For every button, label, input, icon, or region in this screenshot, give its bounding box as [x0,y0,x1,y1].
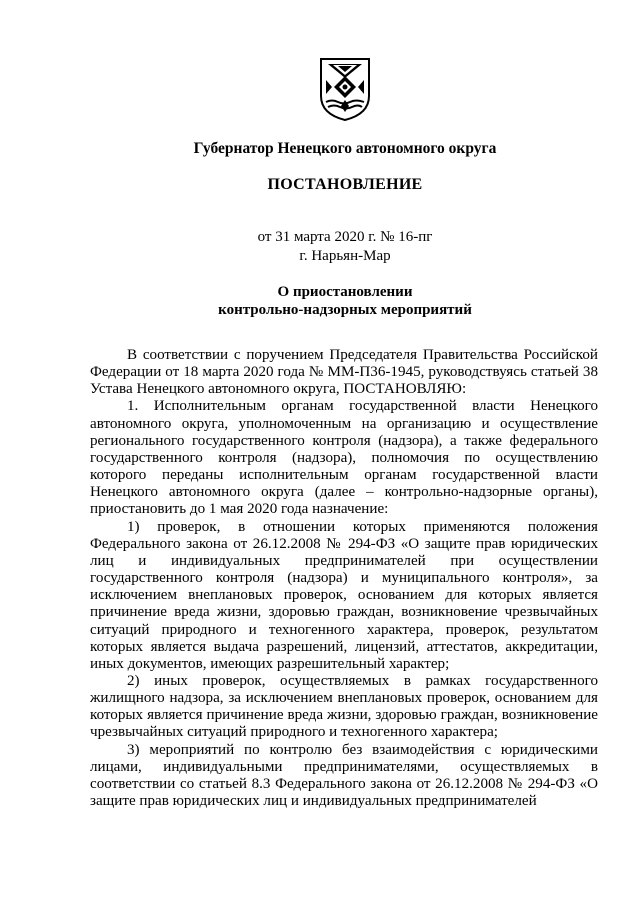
subitem-3-paragraph: 3) мероприятий по контролю без взаимодействия с юридическими лицами, индивидуальными предпринимателями, осуществляемых в соответствии со статьей 8.3 Федерального закона от 26.12.2008 № 294-ФЗ «О защите прав юридических лиц и индивидуальных предпринимателей [90,741,598,810]
document-place: г. Нарьян-Мар [299,248,391,264]
subitem-1-paragraph: 1) проверок, в отношении которых применяются положения Федерального закона от 26.12.2008 № 294-ФЗ «О защите прав юридических лиц и индивидуальных предпринимателей при осуществлении государственного контроля (надзора) и муниципального контроля», за исключением внеплановых проверок, основанием для которых является причинение вреда жизни, здоровью граждан, возникновение чрезвычайных ситуаций природного и техногенного характера, проверок, результатом которых является выдача разрешений, лицензий, аттестатов, аккредитации, иных документов, имеющих разрешительный характер; [90,518,598,672]
document-subject-line2: контрольно-надзорных мероприятий [218,302,472,318]
subitem-2-paragraph: 2) иных проверок, осуществляемых в рамках государственного жилищного надзора, за исключением внеплановых проверок, основанием для которых является причинение вреда жизни, здоровью граждан, возникновение чрезвычайных ситуаций природного и техногенного характера; [90,672,598,741]
document-subject-line1: О приостановлении [277,284,413,300]
document-date-number: от 31 марта 2020 г. № 16-пг [257,229,433,245]
document-body [90,347,598,810]
item-1-paragraph: 1. Исполнительным органам государственной власти Ненецкого автономного округа, уполномоченным на организацию и осуществление регионального государственного контроля (надзора), а также федерального государственного контроля (надзора), полномочия по осуществлению которого переданы исполнительным органам государственной власти Ненецкого автономного округа (далее – контрольно-надзорные органы), приостановить до 1 мая 2020 года назначение: [90,398,598,518]
document-type: ПОСТАНОВЛЕНИЕ [267,176,423,193]
preamble-paragraph: В соответствии с поручением Председателя Правительства Российской Федерации от 18 марта 2020 года № ММ-П36-1945, руководствуясь статьей 38 Устава Ненецкого автономного округа, ПОСТАНОВЛЯЮ: [90,347,598,398]
coat-of-arms-emblem [318,56,372,122]
issuing-authority: Губернатор Ненецкого автономного округа [193,140,497,157]
